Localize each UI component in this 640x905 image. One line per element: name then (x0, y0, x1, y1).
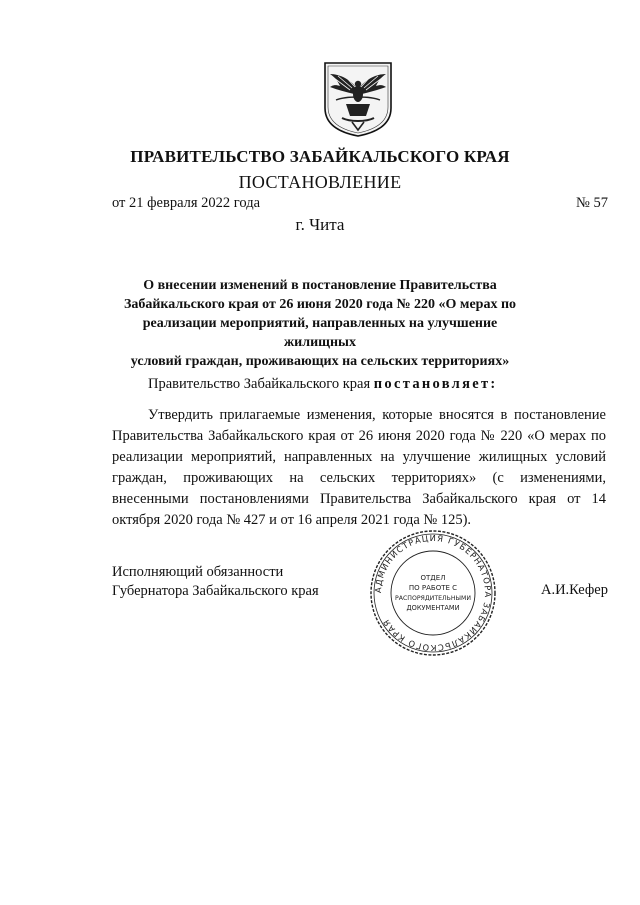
subject-line: Забайкальского края от 26 июня 2020 года № 220 «О мерах по (123, 297, 517, 312)
stamp-center-line: ПО РАБОТЕ С (408, 584, 458, 592)
document-type: ПОСТАНОВЛЕНИЕ (238, 172, 402, 192)
subject-line: О внесении изменений в постановление Правительства (143, 278, 497, 293)
signer-name: А.И.Кефер (540, 582, 608, 598)
subject-line: реализации мероприятий, направленных на улучшение жилищных (142, 316, 498, 350)
document-subject (120, 276, 520, 371)
decree-word: постановляет: (373, 376, 498, 392)
subject-line: условий граждан, проживающих на сельских территориях» (130, 354, 510, 369)
signer-position-line: Исполняющий обязанности (112, 564, 284, 580)
organization-title: ПРАВИТЕЛЬСТВО ЗАБАЙКАЛЬСКОГО КРАЯ (130, 147, 510, 166)
stamp-outer-text: АДМИНИСТРАЦИЯ ГУБЕРНАТОРА ЗАБАЙКАЛЬСКОГО КРАЯ (372, 532, 494, 654)
stamp-center-line: РАСПОРЯДИТЕЛЬНЫМИ (395, 595, 471, 602)
decree-statement (148, 376, 498, 393)
document-city: г. Чита (295, 215, 345, 234)
official-stamp (368, 528, 498, 658)
stamp-center-line: ОТДЕЛ (420, 574, 446, 582)
coat-of-arms-icon (322, 60, 394, 138)
document-number: № 57 (576, 195, 608, 211)
signer-position (112, 563, 319, 601)
body-paragraph: Утвердить прилагаемые изменения, которые вносятся в постановление Правительства Забайкальского края от 26 июня 2020 года № 220 «О мерах по реализации мероприятий, направленных на улучшение жилищных условий граждан, проживающих на сельских территориях» (с изменениями, внесенными постановлениями Правительства Забайкальского края от 14 октября 2020 года № 427 и от 16 апреля 2021 года № 125). (112, 407, 606, 528)
signer-position-line: Губернатора Забайкальского края (112, 583, 319, 599)
stamp-center-line: ДОКУМЕНТАМИ (406, 604, 460, 612)
decree-prefix: Правительство Забайкальского края (148, 376, 371, 392)
document-date: от 21 февраля 2022 года (112, 195, 261, 211)
